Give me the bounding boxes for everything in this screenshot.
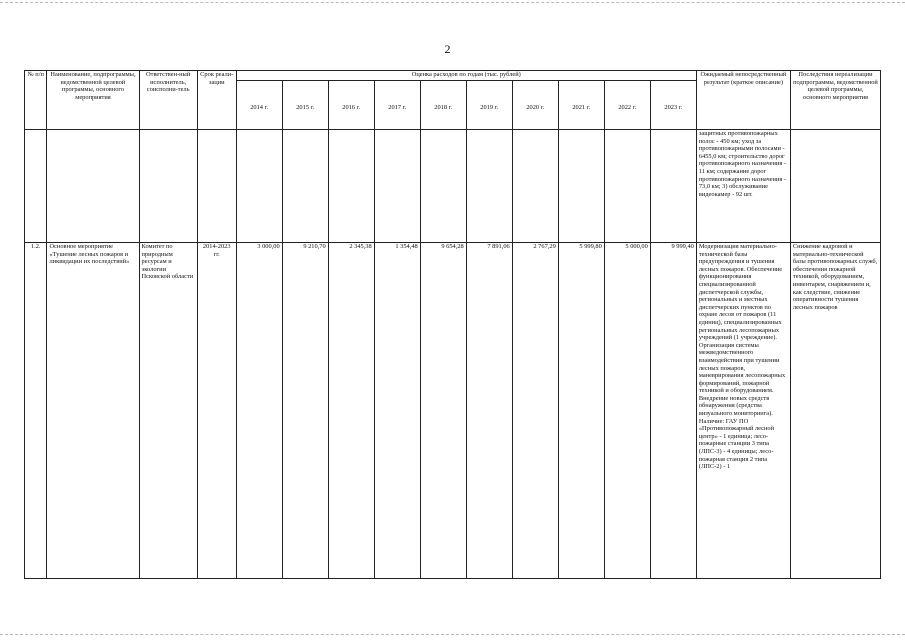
cell-cost-2021: 5 999,80 (558, 243, 604, 579)
header-year: 2014 г. (236, 81, 282, 130)
cell-cost-2023: 9 999,40 (650, 243, 696, 579)
cell-empty (47, 130, 139, 243)
cell-responsible: Комитет по природным ресурсам и экологии Псковской области (139, 243, 197, 579)
header-year: 2021 г. (558, 81, 604, 130)
page-number: 2 (444, 42, 451, 56)
cell-empty (197, 130, 236, 243)
cell-empty (236, 130, 282, 243)
cell-num: 1.2. (25, 243, 47, 579)
header-row-top (25, 71, 881, 81)
cell-empty (790, 130, 880, 243)
cell-result: Модернизация материально-технической базы предупреждения и тушения лесных пожаров. Обеспечение функционирования специализированной диспетчерской службы, региональных и местных диспетчерских пунктов по охране лесов от пожаров (11 единиц), специализированных региональных лесопожарных учреждений (1 учреждение). Организация системы межведомственного взаимодействия при тушении лесных пожаров, маневрирования лесопожарных формирований, пожарной техникой и оборудованием. Внедрение новых средств обнаружения (средства визуального мониторинга). Наличие: ГАУ ПО «Противопожарный лесной центр» - 1 единица; лесо-пожарные станции 3 типа (ЛПС-3) - 4 единицы; лесо-пожарная станция 2 типа (ЛПС-2) - 1 (696, 243, 790, 579)
header-costs-group: Оценка расходов по годам (тыс. рублей) (236, 71, 696, 81)
cell-result-continuation: защитных противопожарных полос - 450 км; уход за противопожарными полосами - 6455,0 км; строительство дорог противопожарного назначения - 11 км; содержание дорог противопожарного назначения - 73,0 км; 3) обслуживание видеокамер - 92 шт. (696, 130, 790, 243)
cell-cost-2017: 1 354,48 (374, 243, 420, 579)
cell-empty (420, 130, 466, 243)
header-year: 2023 г. (650, 81, 696, 130)
header-year: 2016 г. (328, 81, 374, 130)
header-year: 2018 г. (420, 81, 466, 130)
table-row-continuation (25, 130, 881, 243)
cell-cost-2014: 3 000,00 (236, 243, 282, 579)
cell-empty (25, 130, 47, 243)
cell-empty (604, 130, 650, 243)
header-year: 2020 г. (512, 81, 558, 130)
cell-empty (328, 130, 374, 243)
header-year: 2022 г. (604, 81, 650, 130)
cell-empty (558, 130, 604, 243)
cell-term: 2014-2023 гг. (197, 243, 236, 579)
cell-cost-2020: 2 767,29 (512, 243, 558, 579)
header-consequences: Последствия нереализации подпрограммы, ведомственной целевой программы, основного мероприятия (790, 71, 880, 130)
scan-edge-top (0, 2, 905, 3)
cell-empty (466, 130, 512, 243)
cell-activity-name: Основное мероприятие «Тушение лесных пожаров и ликвидации их последствий» (47, 243, 139, 579)
cell-cost-2018: 9 654,28 (420, 243, 466, 579)
cell-empty (139, 130, 197, 243)
header-name: Наименование, подпрограммы, ведомственной целевой программы, основного мероприятия (47, 71, 139, 130)
scan-edge-bottom (0, 634, 905, 635)
cell-consequences: Снижение кадровой и материально-технической базы противопожарных служб, обеспечения пожарной техникой, оборудованием, инвентарем, снаряжением и, как следствие, снижение оперативности тушения лесных пожаров (790, 243, 880, 579)
header-year: 2017 г. (374, 81, 420, 130)
cell-empty (282, 130, 328, 243)
cell-empty (374, 130, 420, 243)
header-term: Срок реали-зации (197, 71, 236, 130)
header-responsible: Ответствен-ный исполнитель, соисполни-тель (139, 71, 197, 130)
expenses-table (24, 70, 881, 579)
cell-empty (650, 130, 696, 243)
cell-cost-2019: 7 891,06 (466, 243, 512, 579)
header-year: 2015 г. (282, 81, 328, 130)
cell-cost-2016: 2 345,38 (328, 243, 374, 579)
header-year: 2019 г. (466, 81, 512, 130)
cell-cost-2015: 9 210,70 (282, 243, 328, 579)
table-row-main-activity (25, 243, 881, 579)
cell-empty (512, 130, 558, 243)
header-num: № п/п (25, 71, 47, 130)
cell-cost-2022: 5 000,00 (604, 243, 650, 579)
header-result: Ожидаемый непосредственный результат (краткое описание) (696, 71, 790, 130)
